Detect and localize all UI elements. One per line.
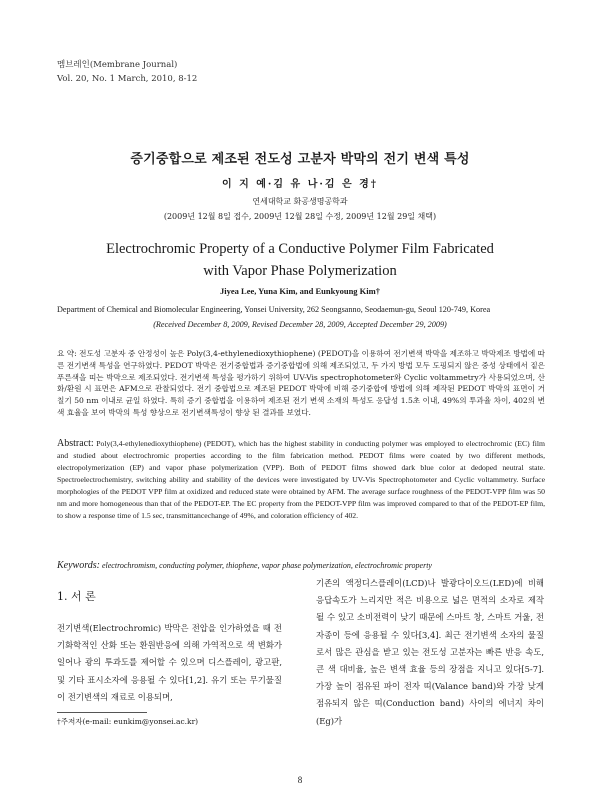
body-column-left: 전기변색(Electrochromic) 박막은 전압을 인가하였을 때 전기화학적인 산화 또는 환원반응에 의해 가역적으로 색 변화가 일어나 광의 투과도를 제어할 수 있으며 디스플레이, 광고판, 및 기타 표시소자에 응용될 수 있다[1,2]. 유기 또는 무기물질이 전기변색의 재료로 이용되며, (57, 623, 282, 702)
abstract-korean (57, 348, 545, 419)
abstract-korean-text: 전도성 고분자 중 안정성이 높은 Poly(3,4-ethylenedioxythiophene) (PEDOT)을 이용하여 전기변색 박막을 제조하고 박막제조 방법에 따른 전기변색 특성을 연구하였다. PEDOT 박막은 전기중합법과 증기중합법에 의해 제조되었고, 두 가지 방법 모두 도핑되지 않은 중성 상태에서 짙은 푸른색을 띠는 박막으로 제조되었다. 전기변색 특성을 평가하기 위하여 UV-Vis spectrophotometer와 Cyclic voltammetry가 사용되었으며, 산화/환원 시 표면은 AFM으로 관찰되었다. 전기 중합법으로 제조된 PEDOT 박막에 비해 증기중합에 방법에 의해 제작된 PEDOT 박막의 표면이 거칠기 50 nm 이내로 균일 하였다. 특히 증기 중합법을 이용하여 제조된 전기 변색 소재의 특성도 응답성 1.5초 이내, 49%의 투과율 차이, 402의 변색 효율을 보여 박막의 특성 향상으로 전기변색특성이 향상 된 결과를 보였다. (57, 349, 545, 417)
dates-english: (Received December 8, 2009, Revised December 28, 2009, Accepted December 29, 2009) (153, 320, 447, 329)
journal-volume: Vol. 20, No. 1 March, 2010, 8-12 (57, 74, 198, 84)
keywords-text: electrochromism, conducting polymer, thiophene, vapor phase polymerization, electrochromic property (101, 561, 432, 570)
footnote-corresponding-author: †주저자(e-mail: eunkim@yonsei.ac.kr) (57, 717, 199, 726)
page-number: 8 (297, 775, 303, 785)
title-korean: 증기중합으로 제조된 전도성 고분자 박막의 전기 변색 특성 (130, 152, 470, 167)
title-english (60, 238, 540, 282)
journal-header (57, 58, 197, 86)
authors-english: Jiyea Lee, Yuna Kim, and Eunkyoung Kim† (220, 286, 380, 296)
abstract-english-label: Abstract: (57, 438, 94, 449)
journal-name: 멤브레인(Membrane Journal) (57, 60, 178, 70)
abstract-korean-label: 요 약: (57, 349, 77, 358)
dates-korean: (2009년 12월 8일 접수, 2009년 12월 28일 수정, 2009년 12월 29일 채택) (163, 212, 437, 221)
abstract-english-text: Poly(3,4-ethylenedioxythiophene) (PEDOT), which has the highest stability in conducting polymer was employed to electrochromic (EC) film and studied about electrochromic properties according to the film fabrication method. PEDOT films were coated by two different methods, electropolymerization (EP) and vapor phase polymerization (VPP). Both of PEDOT films showed dark blue color at dedoped neutral state. Spectroelectrochemistry, switching ability and stability of the devices were investigated by UV-Vis Spectrophotometer and Cyclic voltammetry. Surface morphologies of the PEDOT VPP film at oxidized and reduced state were obtained by AFM. The average surface roughness of the PEDOT-VPP film was 50 nm and more homogeneous than that of the PEDOT-EP. The EC property from the PEDOT-VPP film was improved compared to that of the PEDOT-EP film, to show a response time of 1.5 sec, transmittancechange of 49%, and coloration efficiency of 402. (57, 439, 546, 520)
section-heading-introduction: 1. 서 론 (57, 590, 96, 603)
title-english-line1: Electrochromic Property of a Conductive Polymer Film Fabricated (106, 241, 494, 257)
affiliation-english: Department of Chemical and Biomolecular Engineering, Yonsei University, 262 Seongsanno, Seodaemun-gu, Seoul 120-749, Korea (57, 305, 491, 314)
affiliation-korean: 연세대학교 화공생명공학과 (252, 197, 348, 206)
body-column-right: 기존의 액정디스플레이(LCD)나 발광다이오드(LED)에 비해 응답속도가 느리지만 적은 비용으로 넓은 면적의 소자로 제작될 수 있고 소비전력이 낮기 때문에 스마트 창, 스마트 거울, 전자종이 등에 응용될 수 있다[3,4]. 최근 전기변색 소자의 물질로서 많은 관심을 받고 있는 전도성 고분자는 빠른 반응 속도, 큰 색 대비율, 높은 변색 효율 등의 장점을 지니고 있다[5-7]. 가장 높이 점유된 파이 전자 띠(Valance band)와 가장 낮게 점유되지 않은 띠(Conduction band) 사이의 에너지 차이(Eg)가 (316, 578, 544, 726)
authors-korean: 이 지 예·김 유 나·김 은 경† (221, 179, 379, 190)
abstract-english (57, 438, 545, 522)
footnote-divider (57, 712, 147, 713)
title-english-line2: with Vapor Phase Polymerization (203, 263, 397, 279)
keywords (57, 560, 545, 571)
keywords-label: Keywords: (57, 560, 100, 571)
